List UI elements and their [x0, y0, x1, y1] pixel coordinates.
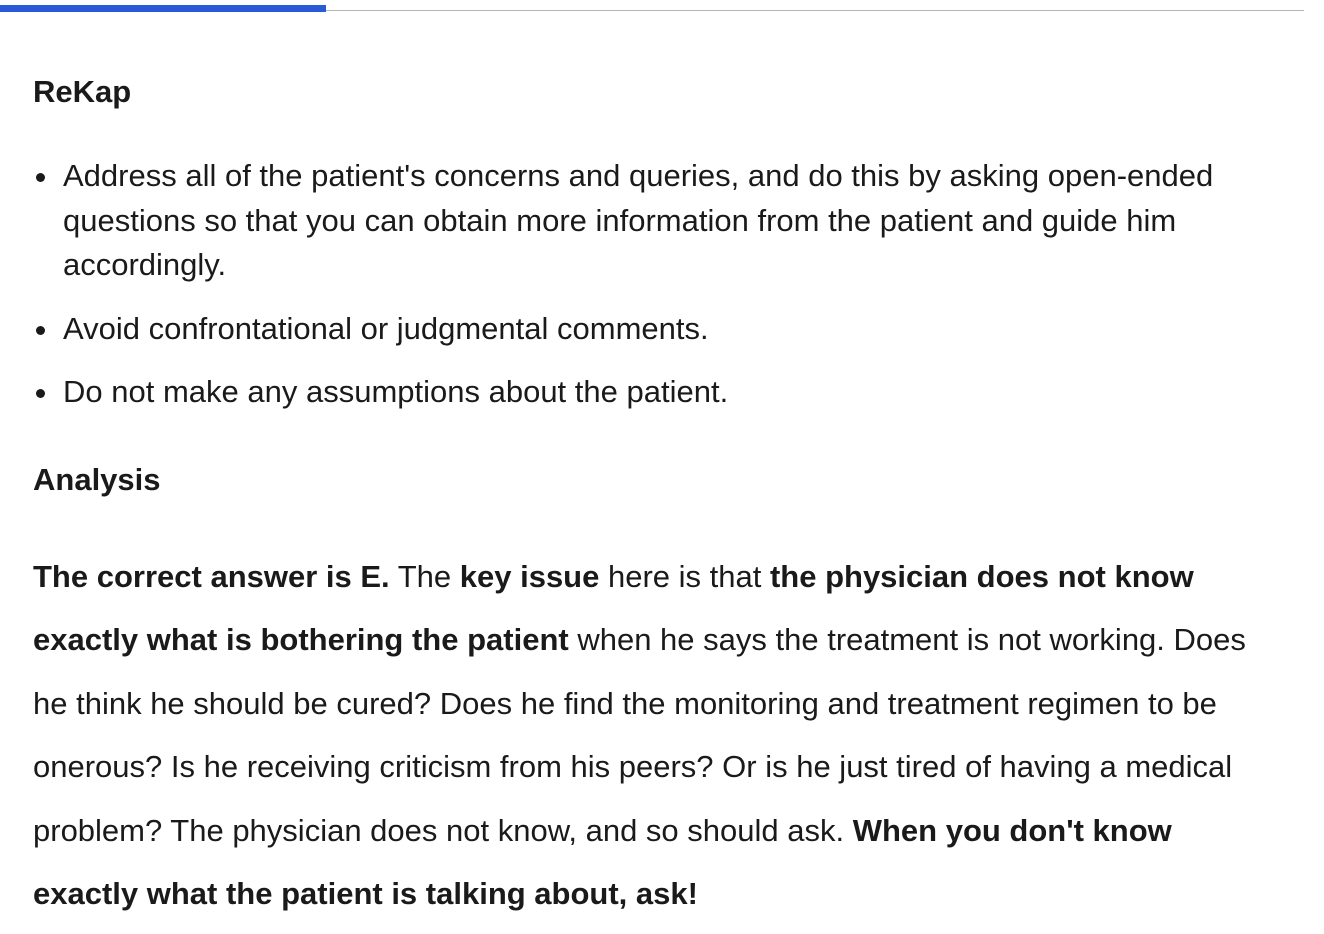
analysis-paragraph	[33, 545, 1283, 926]
rekap-bullet-item	[33, 154, 1283, 288]
analysis-heading: Analysis	[33, 461, 161, 497]
rekap-bullet-item	[33, 370, 1283, 415]
analysis-segment-bold: the physician does not know exactly what is bothering the patient	[33, 558, 1194, 657]
rekap-heading: ReKap	[33, 74, 132, 109]
rekap-bullet-text: Avoid confrontational or judgmental comments.	[63, 310, 709, 346]
rekap-bullet-text: Address all of the patient's concerns and queries, and do this by asking open-ended questions so that you can obtain more information from the patient and guide him accordingly.	[63, 158, 1214, 282]
rekap-bullet-text: Do not make any assumptions about the patient.	[63, 374, 729, 409]
bullet-dot-icon	[36, 326, 45, 335]
analysis-segment-bold: When you don't know exactly what the patient is talking about, ask!	[33, 812, 1172, 911]
analysis-segment: here is that	[599, 558, 770, 594]
analysis-segment-bold: The correct answer is E.	[33, 558, 390, 594]
rekap-bullet-list	[33, 154, 1283, 415]
analysis-segment: when he says the treatment is not working. Does he think he should be cured? Does he find the monitoring and treatment regimen to be onerous? Is he receiving criticism from his peers? Or is he just tired of having a medical problem? The physician does not know, and so should ask.	[33, 622, 1246, 848]
progress-fill	[0, 5, 326, 12]
progress-bar	[0, 5, 1304, 12]
bullet-dot-icon	[36, 173, 45, 182]
bullet-dot-icon	[36, 389, 45, 398]
rekap-bullet-item	[33, 307, 1283, 352]
explanation-content	[33, 70, 1283, 926]
analysis-segment: The	[389, 558, 460, 594]
analysis-segment-bold: key issue	[459, 558, 600, 594]
